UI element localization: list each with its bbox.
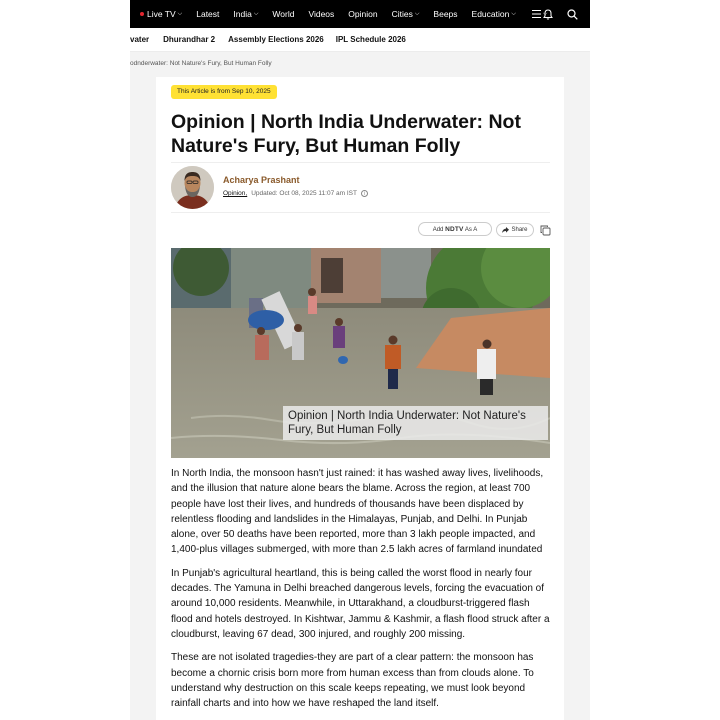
chevron-down-icon: ⌵ xyxy=(253,10,259,17)
nav-beeps[interactable]: Beeps xyxy=(433,9,458,19)
chevron-down-icon: ⌵ xyxy=(542,10,548,17)
author-photo xyxy=(171,166,214,209)
article-title: Opinion | North India Underwater: Not Nature's Fury, But Human Folly xyxy=(171,111,521,157)
updated-timestamp: Updated: Oct 08, 2025 11:07 am IST xyxy=(251,190,357,197)
nav-world[interactable]: World xyxy=(272,9,295,19)
live-dot-icon xyxy=(140,12,144,16)
chevron-down-icon: ⌵ xyxy=(414,10,420,17)
nav-action-icons xyxy=(543,0,578,28)
article-body xyxy=(171,466,553,719)
author-avatar[interactable] xyxy=(171,166,214,209)
nav-cities[interactable]: Cities ⌵ xyxy=(391,9,420,19)
add-ndtv-preferred-source-button[interactable]: Add NDTV As A xyxy=(418,222,492,236)
nav-education[interactable]: Education ⌵ xyxy=(471,9,516,19)
share-arrow-icon xyxy=(502,227,509,233)
topic-assembly-elections[interactable]: Assembly Elections 2026 xyxy=(228,35,324,44)
top-navigation-bar xyxy=(130,0,590,28)
share-button[interactable]: Share xyxy=(496,223,534,237)
divider xyxy=(171,212,550,213)
article-meta xyxy=(223,190,368,197)
divider xyxy=(171,162,550,163)
paragraph: These are not isolated tragedies-they are part of a clear pattern: the monsoon has become a chornic crisis born more from human excess than from clouds alone. To understand why destruction on this scale keeps repeating, we must look beyond rainfall charts and into how we have reshaped the land itself. xyxy=(171,652,534,710)
chevron-down-icon: ⌵ xyxy=(177,10,183,17)
author-name-link[interactable]: Acharya Prashant xyxy=(223,175,300,185)
breadcrumb[interactable]: odnderwater: Not Nature's Fury, But Human Folly xyxy=(130,60,272,67)
nav-latest[interactable]: Latest xyxy=(196,9,220,19)
nav-live-tv[interactable]: Live TV ⌵ xyxy=(140,9,182,19)
hamburger-icon xyxy=(532,10,541,18)
nav-opinion[interactable]: Opinion xyxy=(348,9,378,19)
info-icon[interactable]: i xyxy=(361,190,368,197)
trending-topics-bar xyxy=(130,28,590,52)
topic-ipl-schedule[interactable]: IPL Schedule 2026 xyxy=(335,35,406,44)
article-date-badge: This Article is from Sep 10, 2025 xyxy=(171,85,277,99)
nav-videos[interactable]: Videos xyxy=(308,9,335,19)
ndtv-logo: NDTV xyxy=(445,226,464,233)
chevron-down-icon: ⌵ xyxy=(511,10,516,17)
topic-water[interactable]: vater xyxy=(130,35,150,44)
topic-dhurandhar-2[interactable]: Dhurandhar 2 xyxy=(163,35,216,44)
paragraph: In Punjab's agricultural heartland, this is being called the worst flood in nearly four decades. The Yamuna in Delhi breached dangerous levels, forcing the evacuation of around 10,000 residents. Meanwhile, in Uttarakhand, a cloudburst-triggered flash flood and hotels destroyed. In Kishtwar, Jammu & Kashmir, a flash flood struck after a cloudburst, leaving 67 dead, 300 injured, and roughly 200 missing. xyxy=(171,567,550,640)
search-icon[interactable] xyxy=(567,9,578,20)
copy-link-icon[interactable] xyxy=(540,225,551,236)
image-caption: Opinion | North India Underwater: Not Nature's Fury, But Human Folly xyxy=(283,406,548,440)
paragraph: In North India, the monsoon hasn't just rained: it has washed away lives, livelihoods, and the illusion that nature alone bears the blame. Across the region, at least 700 people have lost their lives, and hundreds of thousands have been displaced by relentless flooding and landslides in the Himalayas, Punjab, and Delhi. In Punjab alone, over 50 deaths have been reported, more than 3 lakh people impacted, and 1,400-plus villages submerged, with more than 2.5 lakh acres of farmland inundated xyxy=(171,468,544,556)
bell-icon[interactable] xyxy=(543,9,553,20)
nav-india[interactable]: India ⌵ xyxy=(233,9,259,19)
category-link[interactable]: Opinion, xyxy=(223,190,248,197)
